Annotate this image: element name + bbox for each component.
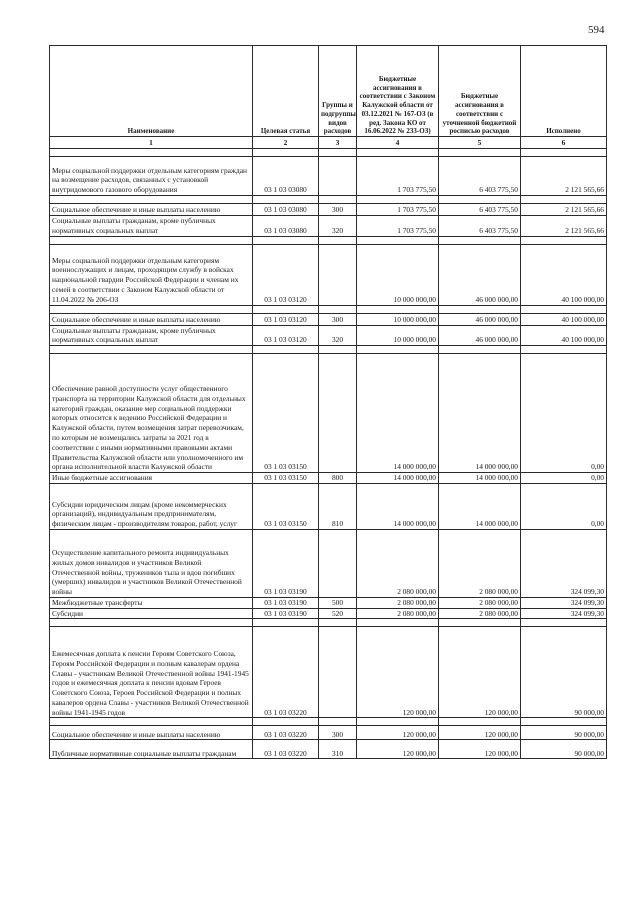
table-row: [50, 325, 607, 346]
table-row: [50, 204, 607, 216]
row-name: Социальные выплаты гражданам, кроме публичных нормативных социальных выплат: [50, 216, 253, 237]
row-name: Осуществление капитального ремонта индивидуальных жилых домов инвалидов и участников Великой Отечественной войны, тружеников тыла и вдов погибших (умерших) инвалидов и участников Великой Отечественной войны: [50, 529, 253, 597]
row-executed: 324 099,30: [521, 529, 607, 597]
row-assign-law: 14 000 000,00: [357, 473, 439, 484]
spacer-cell: [253, 149, 319, 157]
row-code: 03 1 03 03220: [253, 627, 319, 718]
column-number: 3: [319, 137, 357, 149]
row-code: 03 1 03 03120: [253, 313, 319, 325]
row-name: Социальное обеспечение и иные выплаты населению: [50, 726, 253, 740]
row-group: [319, 354, 357, 473]
row-spacer: [50, 718, 607, 726]
row-name: Иные бюджетные ассигнования: [50, 473, 253, 484]
row-group: 810: [319, 483, 357, 529]
row-code: 03 1 03 03150: [253, 473, 319, 484]
table-row: [50, 483, 607, 529]
column-number: 2: [253, 137, 319, 149]
row-group: 320: [319, 325, 357, 346]
spacer-cell: [319, 346, 357, 354]
row-assign-revised: 2 080 000,00: [439, 608, 521, 619]
row-code: 03 1 03 03080: [253, 157, 319, 196]
row-assign-revised: 120 000,00: [439, 740, 521, 759]
row-executed: 2 121 565,66: [521, 204, 607, 216]
table-row: [50, 473, 607, 484]
table-row: [50, 627, 607, 718]
row-code: 03 1 03 03080: [253, 204, 319, 216]
table-row: [50, 244, 607, 305]
row-executed: 2 121 565,66: [521, 216, 607, 237]
spacer-cell: [253, 346, 319, 354]
header-code: Целевая статья: [253, 46, 319, 137]
row-assign-law: 2 080 000,00: [357, 597, 439, 608]
row-group: 310: [319, 740, 357, 759]
row-code: 03 1 03 03120: [253, 325, 319, 346]
spacer-cell: [319, 305, 357, 313]
row-group: 520: [319, 608, 357, 619]
row-assign-revised: 14 000 000,00: [439, 483, 521, 529]
row-assign-revised: 2 080 000,00: [439, 529, 521, 597]
spacer-cell: [50, 619, 253, 627]
row-name: Межбюджетные трансферты: [50, 597, 253, 608]
row-code: 03 1 03 03190: [253, 608, 319, 619]
row-assign-law: 14 000 000,00: [357, 354, 439, 473]
table-row: [50, 740, 607, 759]
spacer-cell: [521, 236, 607, 244]
row-assign-law: 1 703 775,50: [357, 157, 439, 196]
row-executed: 2 121 565,66: [521, 157, 607, 196]
spacer-cell: [253, 196, 319, 204]
table-row: [50, 726, 607, 740]
header-group: Группы и подгруппы видов расходов: [319, 46, 357, 137]
row-name: Социальное обеспечение и иные выплаты населению: [50, 313, 253, 325]
spacer-cell: [50, 236, 253, 244]
row-assign-law: 10 000 000,00: [357, 244, 439, 305]
row-assign-law: 14 000 000,00: [357, 483, 439, 529]
table-row: [50, 157, 607, 196]
table-row: [50, 608, 607, 619]
spacer-cell: [521, 149, 607, 157]
row-group: [319, 529, 357, 597]
spacer-cell: [253, 305, 319, 313]
row-name: Социальные выплаты гражданам, кроме публичных нормативных социальных выплат: [50, 325, 253, 346]
table-row: [50, 597, 607, 608]
column-number: 1: [50, 137, 253, 149]
row-assign-revised: 120 000,00: [439, 726, 521, 740]
spacer-cell: [439, 305, 521, 313]
row-group: [319, 157, 357, 196]
column-number-row: [50, 137, 607, 149]
spacer-cell: [439, 236, 521, 244]
spacer-cell: [319, 196, 357, 204]
spacer-cell: [357, 346, 439, 354]
spacer-cell: [439, 619, 521, 627]
spacer-cell: [439, 149, 521, 157]
spacer-cell: [253, 236, 319, 244]
row-name: Обеспечение равной доступности услуг общественного транспорта на территории Калужской области для отдельных категорий граждан, оказание мер социальной поддержки которых относится к ведению Российской Федерации и Калужской области, путем возмещения затрат перевозчикам, по которым не возмещались затраты за 2021 год в соответствии с иными нормативными правовыми актами Правительства Калужской области или уполномоченного им органа исполнительной власти Калужской области: [50, 354, 253, 473]
row-code: 03 1 03 03190: [253, 529, 319, 597]
row-assign-revised: 14 000 000,00: [439, 354, 521, 473]
row-assign-law: 120 000,00: [357, 740, 439, 759]
spacer-cell: [521, 196, 607, 204]
column-number: 6: [521, 137, 607, 149]
spacer-cell: [439, 196, 521, 204]
row-executed: 0,00: [521, 473, 607, 484]
header-assign-law: Бюджетные ассигнования в соответствии с Законом Калужской области от 03.12.2021 № 167-ОЗ (в ред. Закона КО от 16.06.2022 № 233-ОЗ): [357, 46, 439, 137]
row-assign-revised: 2 080 000,00: [439, 597, 521, 608]
row-name: Субсидии юридическим лицам (кроме некоммерческих организаций), индивидуальным предпринимателям, физическим лицам - производителям товаров, работ, услуг: [50, 483, 253, 529]
spacer-cell: [50, 196, 253, 204]
column-number: 4: [357, 137, 439, 149]
spacer-cell: [253, 718, 319, 726]
spacer-cell: [357, 305, 439, 313]
spacer-cell: [319, 236, 357, 244]
spacer-cell: [521, 305, 607, 313]
row-name: Публичные нормативные социальные выплаты гражданам: [50, 740, 253, 759]
row-name: Меры социальной поддержки отдельным категориям граждан на возмещение расходов, связанных с установкой внутридомового газового оборудования: [50, 157, 253, 196]
table-row: [50, 529, 607, 597]
budget-table: [49, 45, 607, 759]
spacer-cell: [357, 149, 439, 157]
header-row: [50, 46, 607, 137]
row-executed: 40 100 000,00: [521, 313, 607, 325]
row-name: Меры социальной поддержки отдельным категориям военнослужащих и лицам, проходящим службу в войсках национальной гвардии Российской Федерации и членам их семей в соответствии с Законом Калужской области от 11.04.2022 № 206-ОЗ: [50, 244, 253, 305]
spacer-cell: [357, 196, 439, 204]
spacer-cell: [319, 149, 357, 157]
row-code: 03 1 03 03150: [253, 354, 319, 473]
spacer-cell: [319, 619, 357, 627]
row-assign-law: 120 000,00: [357, 726, 439, 740]
row-assign-law: 1 703 775,50: [357, 204, 439, 216]
row-code: 03 1 03 03190: [253, 597, 319, 608]
row-code: 03 1 03 03220: [253, 740, 319, 759]
row-spacer: [50, 196, 607, 204]
row-code: 03 1 03 03080: [253, 216, 319, 237]
table-row: [50, 216, 607, 237]
row-spacer: [50, 305, 607, 313]
spacer-cell: [521, 718, 607, 726]
header-assign-revised: Бюджетные ассигнования в соответствии с уточненной бюджетной росписью расходов: [439, 46, 521, 137]
page-number: 594: [588, 24, 605, 36]
row-group: [319, 244, 357, 305]
row-spacer: [50, 619, 607, 627]
row-spacer: [50, 236, 607, 244]
row-name: Ежемесячная доплата к пенсии Героям Советского Союза, Героям Российской Федерации и полным кавалерам ордена Славы - участникам Великой Отечественной войны 1941-1945 годов и ежемесячная доплата к пенсии вдовам Героев Советского Союза, Героев Российской Федерации и полных кавалеров ордена Славы - участников Великой Отечественной войны 1941-1945 годов: [50, 627, 253, 718]
spacer-cell: [521, 619, 607, 627]
spacer-cell: [253, 619, 319, 627]
row-group: 320: [319, 216, 357, 237]
row-group: 800: [319, 473, 357, 484]
row-executed: 0,00: [521, 483, 607, 529]
header-executed: Исполнено: [521, 46, 607, 137]
row-name: Социальное обеспечение и иные выплаты населению: [50, 204, 253, 216]
spacer-cell: [357, 718, 439, 726]
row-assign-revised: 46 000 000,00: [439, 313, 521, 325]
row-code: 03 1 03 03220: [253, 726, 319, 740]
row-spacer: [50, 149, 607, 157]
row-executed: 90 000,00: [521, 740, 607, 759]
row-assign-revised: 46 000 000,00: [439, 244, 521, 305]
row-executed: 40 100 000,00: [521, 244, 607, 305]
row-assign-revised: 14 000 000,00: [439, 473, 521, 484]
row-assign-revised: 6 403 775,50: [439, 204, 521, 216]
row-assign-revised: 6 403 775,50: [439, 216, 521, 237]
table-row: [50, 313, 607, 325]
table-row: [50, 354, 607, 473]
row-group: [319, 627, 357, 718]
row-assign-revised: 6 403 775,50: [439, 157, 521, 196]
spacer-cell: [50, 346, 253, 354]
spacer-cell: [521, 346, 607, 354]
spacer-cell: [50, 718, 253, 726]
spacer-cell: [357, 236, 439, 244]
row-assign-law: 2 080 000,00: [357, 608, 439, 619]
column-number: 5: [439, 137, 521, 149]
row-executed: 90 000,00: [521, 627, 607, 718]
row-group: 300: [319, 726, 357, 740]
row-group: 300: [319, 204, 357, 216]
header-name: Наименование: [50, 46, 253, 137]
row-code: 03 1 03 03120: [253, 244, 319, 305]
spacer-cell: [357, 619, 439, 627]
row-assign-law: 2 080 000,00: [357, 529, 439, 597]
row-assign-law: 10 000 000,00: [357, 313, 439, 325]
spacer-cell: [439, 718, 521, 726]
row-executed: 90 000,00: [521, 726, 607, 740]
spacer-cell: [50, 305, 253, 313]
spacer-cell: [50, 149, 253, 157]
row-assign-law: 1 703 775,50: [357, 216, 439, 237]
row-executed: 40 100 000,00: [521, 325, 607, 346]
row-assign-law: 10 000 000,00: [357, 325, 439, 346]
row-name: Субсидии: [50, 608, 253, 619]
row-assign-revised: 120 000,00: [439, 627, 521, 718]
row-executed: 324 099,30: [521, 597, 607, 608]
row-group: 500: [319, 597, 357, 608]
spacer-cell: [319, 718, 357, 726]
row-executed: 324 099,30: [521, 608, 607, 619]
row-code: 03 1 03 03150: [253, 483, 319, 529]
row-assign-revised: 46 000 000,00: [439, 325, 521, 346]
row-executed: 0,00: [521, 354, 607, 473]
row-assign-law: 120 000,00: [357, 627, 439, 718]
row-group: 300: [319, 313, 357, 325]
spacer-cell: [439, 346, 521, 354]
row-spacer: [50, 346, 607, 354]
